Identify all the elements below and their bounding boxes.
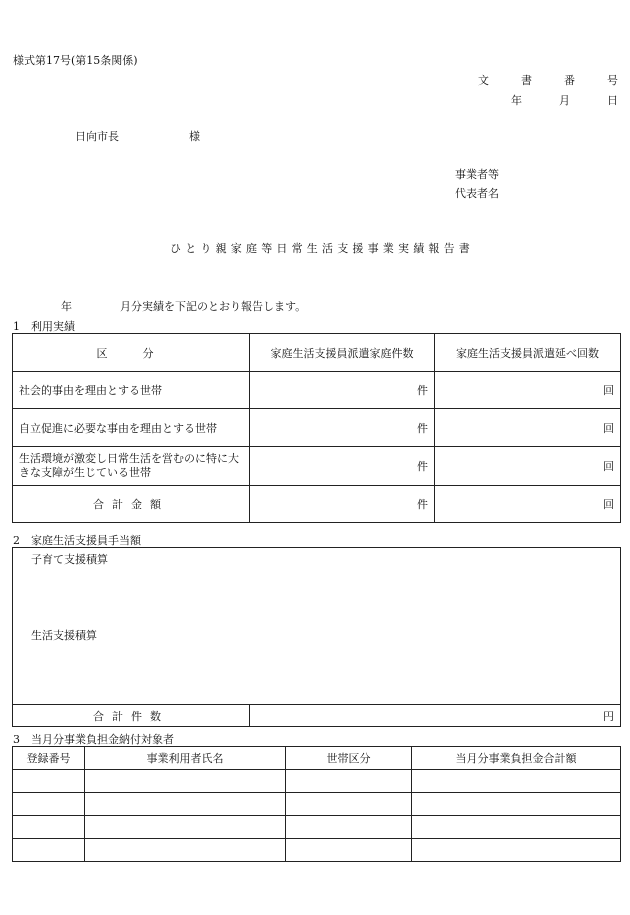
table-row — [13, 372, 621, 409]
payer-header-amount: 当月分事業負担金合計額 — [412, 747, 621, 770]
payer-household-cell[interactable] — [286, 839, 412, 862]
section1-heading: 1 利用実績 — [13, 320, 75, 333]
count-cell[interactable]: 件 — [250, 372, 435, 409]
table-row — [13, 839, 621, 862]
doc-number-label — [478, 72, 618, 88]
date-month: 月 — [559, 94, 570, 107]
payer-amount-cell[interactable] — [412, 839, 621, 862]
payer-id-cell[interactable] — [13, 793, 85, 816]
usage-header-count: 家庭生活支援員派遣家庭件数 — [250, 334, 435, 372]
times-cell[interactable]: 回 — [435, 372, 621, 409]
childcare-support-label: 子育て支援積算 — [31, 553, 108, 566]
payer-id-cell[interactable] — [13, 770, 85, 793]
times-cell[interactable]: 回 — [435, 486, 621, 523]
total-label: 合計金額 — [13, 486, 250, 523]
payer-amount-cell[interactable] — [412, 770, 621, 793]
section3-heading: 3 当月分事業負担金納付対象者 — [13, 733, 174, 746]
table-row — [13, 409, 621, 447]
payer-household-cell[interactable] — [286, 816, 412, 839]
intro-year: 年 — [61, 300, 72, 313]
payer-amount-cell[interactable] — [412, 793, 621, 816]
intro-text: 月分実績を下記のとおり報告します。 — [120, 300, 307, 313]
doc-number-char: 番 — [564, 74, 575, 87]
addressee-name: 日向市長 — [75, 130, 119, 143]
applicant-rep-label: 代表者名 — [455, 187, 499, 200]
form-label: 様式第17号(第15条関係) — [13, 54, 138, 67]
count-cell[interactable]: 件 — [250, 409, 435, 447]
times-cell[interactable]: 回 — [435, 447, 621, 486]
table-row — [13, 793, 621, 816]
date-day: 日 — [607, 94, 618, 107]
count-cell[interactable]: 件 — [250, 486, 435, 523]
table-row — [13, 770, 621, 793]
allowance-total-label: 合計件数 — [13, 705, 250, 727]
usage-header-category: 区 分 — [13, 334, 250, 372]
payer-header-id: 登録番号 — [13, 747, 85, 770]
payer-household-cell[interactable] — [286, 793, 412, 816]
payer-header-household: 世帯区分 — [286, 747, 412, 770]
row-label: 社会的事由を理由とする世帯 — [13, 372, 250, 409]
allowance-table — [12, 547, 621, 727]
payer-name-cell[interactable] — [85, 816, 286, 839]
payer-id-cell[interactable] — [13, 816, 85, 839]
applicant-org-label: 事業者等 — [455, 168, 499, 181]
usage-table — [12, 333, 621, 523]
doc-number-char: 書 — [521, 74, 532, 87]
row-label: 自立促進に必要な事由を理由とする世帯 — [13, 409, 250, 447]
allowance-total-cell[interactable]: 円 — [250, 705, 621, 727]
payer-header-name: 事業利用者氏名 — [85, 747, 286, 770]
addressee-honorific: 様 — [189, 130, 200, 143]
document-title: ひとり親家庭等日常生活支援事業実績報告書 — [170, 242, 474, 255]
table-row — [13, 816, 621, 839]
payer-name-cell[interactable] — [85, 793, 286, 816]
table-row — [13, 447, 621, 486]
payer-id-cell[interactable] — [13, 839, 85, 862]
usage-header-times: 家庭生活支援員派遣延べ回数 — [435, 334, 621, 372]
date-line — [511, 92, 618, 108]
doc-number-char: 号 — [607, 74, 618, 87]
section2-heading: 2 家庭生活支援員手当額 — [13, 534, 141, 547]
payer-household-cell[interactable] — [286, 770, 412, 793]
table-row — [13, 486, 621, 523]
count-cell[interactable]: 件 — [250, 447, 435, 486]
life-support-label: 生活支援積算 — [31, 629, 97, 642]
payer-table — [12, 746, 621, 862]
times-cell[interactable]: 回 — [435, 409, 621, 447]
date-year: 年 — [511, 94, 522, 107]
row-label: 生活環境が激変し日常生活を営むのに特に大きな支障が生じている世帯 — [13, 447, 250, 486]
doc-number-char: 文 — [478, 74, 489, 87]
payer-name-cell[interactable] — [85, 770, 286, 793]
payer-amount-cell[interactable] — [412, 816, 621, 839]
payer-name-cell[interactable] — [85, 839, 286, 862]
allowance-box[interactable] — [13, 548, 621, 705]
